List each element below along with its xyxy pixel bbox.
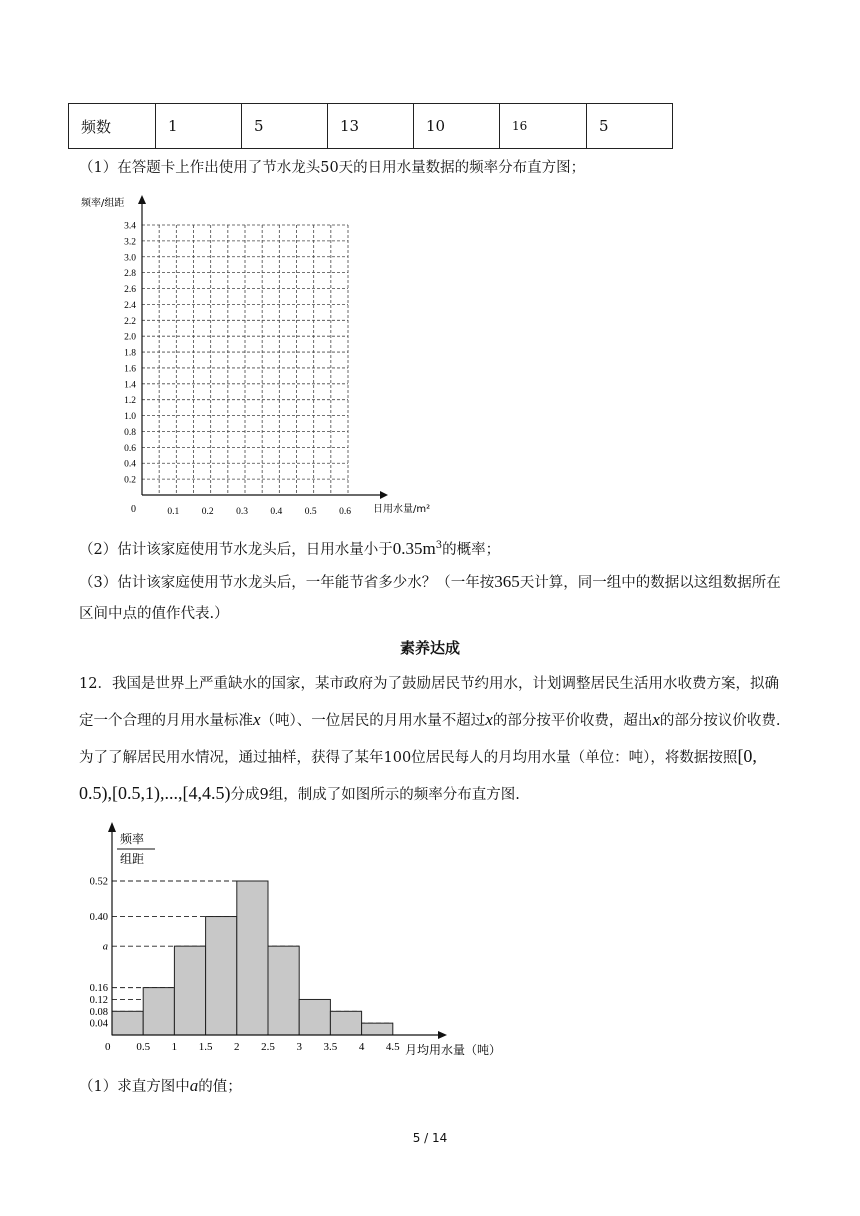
chart-1-xlabel: 日用水量/m² (373, 504, 431, 515)
chart-2-bar (143, 988, 174, 1035)
frequency-table (68, 103, 673, 149)
chart-1-y-tick-label: 1.6 (124, 364, 136, 375)
chart-1-x-tick-label: 0.4 (270, 507, 283, 517)
chart-2-histogram (70, 818, 520, 1063)
chart-2-x-tick-label: 4.5 (385, 1041, 400, 1053)
chart-1-x-tick-label: 0.5 (304, 507, 317, 517)
chart-2-bar (330, 1011, 361, 1035)
table-row-label: 频数 (69, 104, 156, 149)
chart-1-ylabel: 频率/组距 (81, 198, 125, 209)
chart-2-origin-label: 0 (105, 1041, 111, 1053)
chart-1-y-arrow (138, 195, 146, 204)
chart-2-bar (362, 1023, 393, 1035)
chart-2-x-tick-label: 3.5 (323, 1041, 338, 1053)
table-cell: 1 (156, 104, 242, 149)
chart-1-y-tick-label: 1.4 (124, 380, 136, 391)
section-title: 素养达成 (399, 639, 460, 657)
chart-2-bar (268, 946, 299, 1035)
chart-2-bar (237, 881, 268, 1035)
chart-2-ylabel-bottom: 组距 (120, 852, 145, 866)
chart-2-x-tick-label: 2 (234, 1041, 240, 1053)
chart-2-x-tick-label: 1.5 (198, 1041, 213, 1053)
chart-2-y-tick-label: 0.40 (89, 912, 108, 924)
chart-1-y-tick-label: 1.8 (124, 348, 136, 359)
chart-2-y-tick-label: 0.04 (89, 1018, 108, 1030)
chart-1-y-tick-label: 3.2 (124, 237, 136, 248)
table-cell: 5 (587, 104, 673, 149)
chart-1-gridlines (142, 225, 348, 495)
problem-12-text: 12．我国是世界上严重缺水的国家，某市政府为了鼓励居民节约用水，计划调整居民生活用水收费方案，拟确定一个合理的月用水量标准x（吨）、一位居民的月用水量不超过x的部分按平价收费，超出x的部分按议价收费.为了了解居民用水情况，通过抽样，获得了某年100位居民每人的月均用水量（单位：吨），将数据按照[0, 0.5),[0.5,1),...,[4,4.5)分成9组，制成了如图所示的频率分布直方图. (79, 676, 781, 803)
chart-2-bar (206, 917, 237, 1035)
question-3-text: （3）估计该家庭使用节水龙头后，一年能节省多少水？（一年按365天计算，同一组中的数据以这组数据所在区间中点的值作代表.） (79, 572, 781, 622)
chart-1-x-tick-label: 0.1 (167, 507, 180, 517)
question-1-text: （1）在答题卡上作出使用了节水龙头50天的日用水量数据的频率分布直方图； (79, 160, 586, 176)
chart-1-x-tick-label: 0.3 (236, 507, 248, 517)
chart-2-bar (174, 946, 205, 1035)
chart-1-y-tick-label: 3.0 (124, 253, 136, 264)
chart-2-x-arrow (438, 1031, 447, 1039)
chart-2-y-tick-label: 0.52 (89, 876, 108, 888)
table-cell: 5 (242, 104, 328, 149)
chart-2-y-tick-label: 0.08 (89, 1006, 108, 1018)
chart-1-x-arrow (380, 491, 388, 499)
chart-1-y-tick-label: 0.2 (124, 475, 136, 486)
chart-1-origin-label: 0 (131, 504, 136, 515)
table-cell: 16 (500, 104, 587, 149)
chart-1-x-tick-label: 0.2 (201, 507, 214, 517)
chart-2-x-tick-label: 2.5 (261, 1041, 275, 1053)
chart-1-y-tick-label: 2.6 (124, 285, 136, 296)
question-2-text: （2）估计该家庭使用节水龙头后，日用水量小于$0.35m^3$的概率； (79, 538, 501, 558)
chart-2-y-tick-label: a (102, 941, 108, 953)
table-cell: 10 (414, 104, 500, 149)
chart-1-y-tick-label: 2.4 (124, 300, 136, 311)
chart-2-bar (299, 999, 330, 1035)
chart-1-y-tick-label: 1.0 (124, 412, 136, 423)
chart-1-grid (75, 190, 455, 525)
chart-1-y-tick-label: 0.6 (124, 443, 136, 454)
chart-1-y-tick-label: 2.8 (124, 269, 136, 280)
chart-2-x-tick-label: 4 (358, 1041, 365, 1053)
chart-2-x-tick-label: 3 (296, 1041, 302, 1053)
chart-2-ylabel-top: 频率 (120, 832, 145, 846)
chart-1-y-tick-label: 0.8 (124, 427, 136, 438)
chart-1-y-tick-label: 0.4 (124, 459, 136, 470)
chart-1-x-tick-label: 0.6 (339, 507, 351, 517)
chart-1-y-tick-label: 3.4 (124, 221, 136, 232)
chart-2-y-arrow (108, 822, 116, 832)
chart-2-y-tick-label: 0.16 (89, 983, 108, 995)
table-row (69, 104, 673, 149)
chart-1-y-tick-label: 2.0 (124, 332, 136, 343)
chart-1-y-tick-label: 2.2 (124, 316, 136, 327)
chart-1-y-tick-label: 1.2 (124, 396, 136, 407)
table-cell: 13 (328, 104, 414, 149)
page-number: 5 / 14 (412, 1131, 448, 1145)
chart-2-x-tick-label: 0.5 (136, 1041, 151, 1053)
chart-2-xlabel: 月均用水量（吨） (405, 1043, 502, 1057)
chart-2-bars (112, 881, 393, 1035)
chart-2-y-tick-label: 0.12 (89, 994, 108, 1006)
chart-2-x-tick-label: 1 (171, 1041, 178, 1053)
chart-2-bar (112, 1011, 143, 1035)
question-12-1-text: （1）求直方图中a的值； (79, 1076, 242, 1095)
